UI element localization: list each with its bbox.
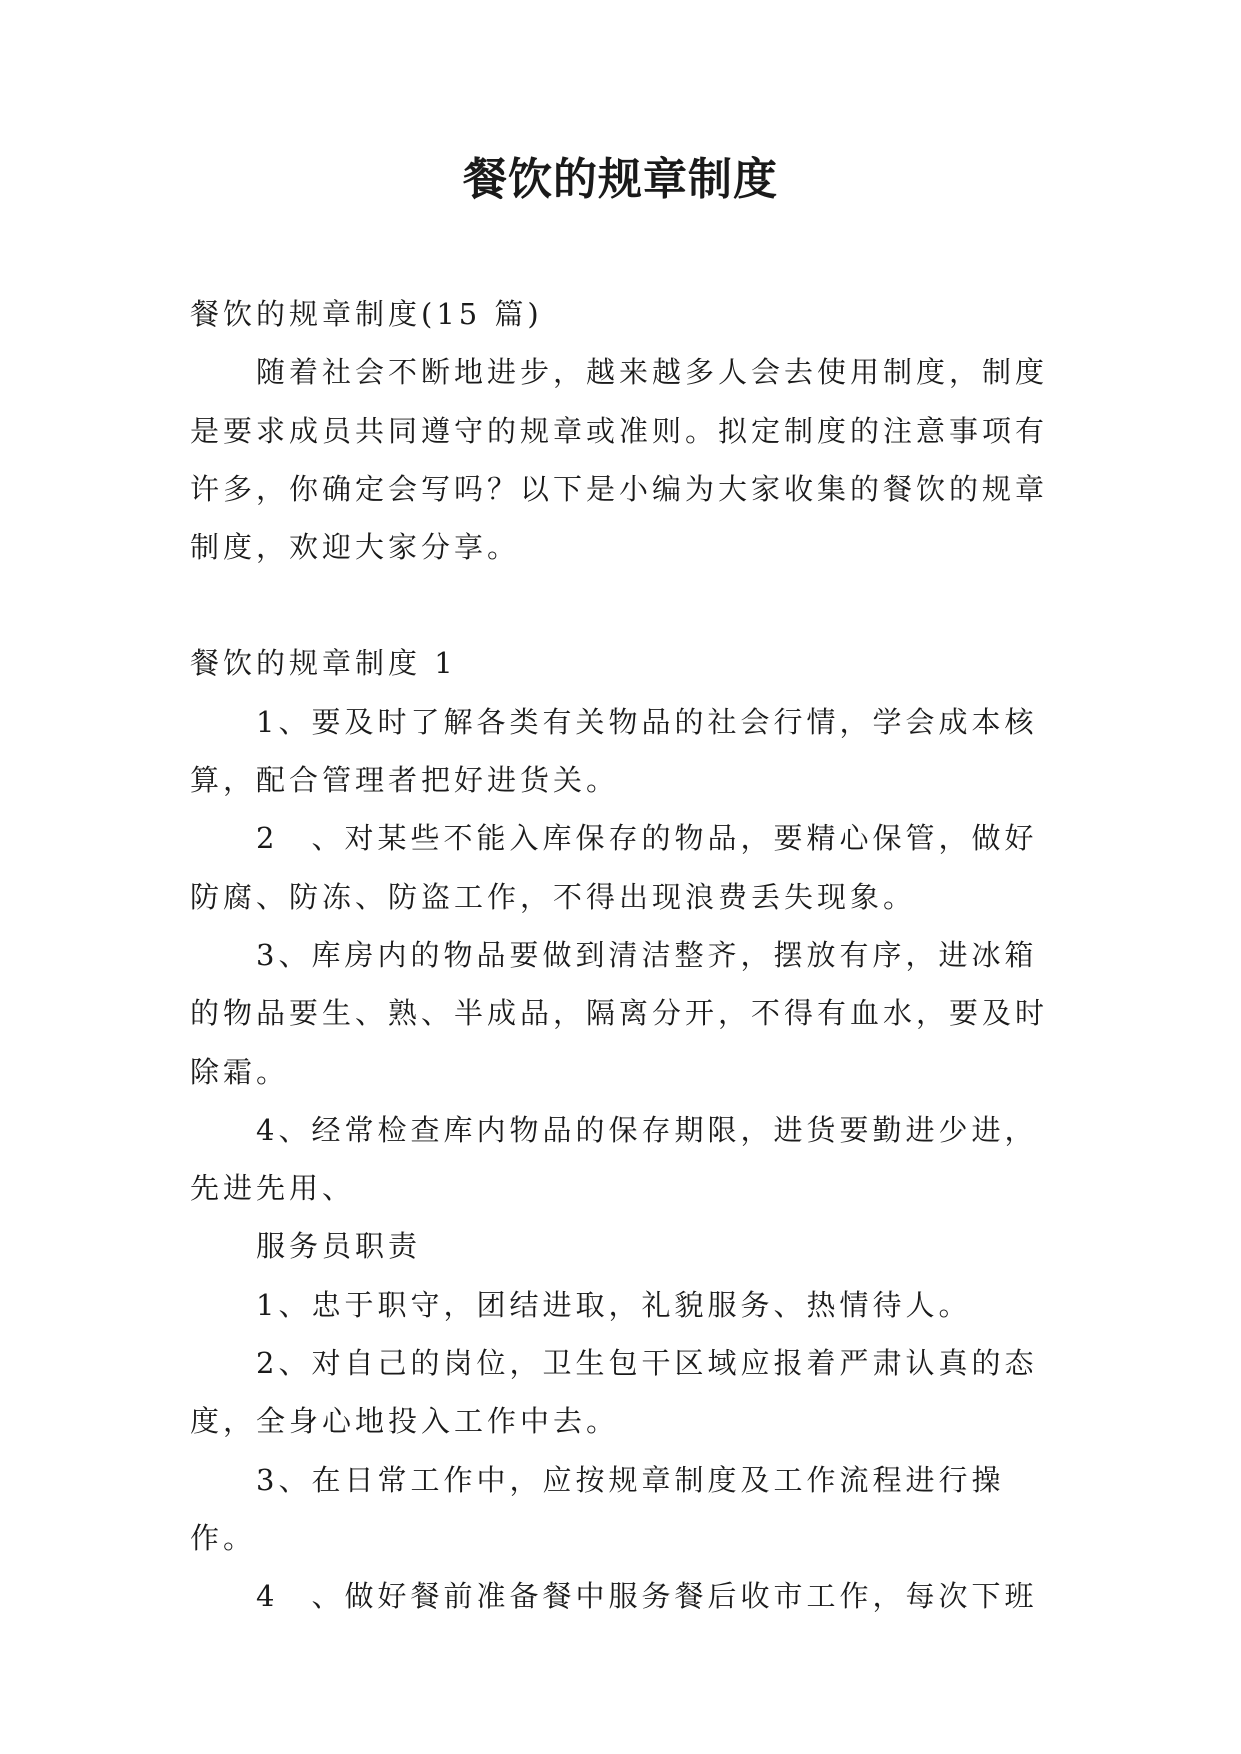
paragraph-item: 3、库房内的物品要做到清洁整齐，摆放有序，进冰箱的物品要生、熟、半成品，隔离分开，不得有血水，要及时除霜。 (190, 937, 1049, 1089)
paragraph-subtitle: 餐饮的规章制度(15 篇) (190, 297, 543, 331)
paragraph-spacer (190, 576, 1060, 634)
document-title: 餐饮的规章制度 (463, 154, 778, 205)
paragraph-item: 2 、对某些不能入库保存的物品，要精心保管，做好防腐、防冻、防盗工作，不得出现浪费丢失现象。 (190, 821, 1038, 914)
document-body (190, 285, 1060, 1626)
paragraph-item: 4、经常检查库内物品的保存期限，进货要勤进少进，先进先用、 (190, 1112, 1038, 1206)
paragraph-item: 3、在日常工作中，应按规章制度及工作流程进行操作。 (190, 1462, 1005, 1555)
paragraph-item: 2、对自己的岗位，卫生包干区域应报着严肃认真的态度，全身心地投入工作中去。 (190, 1346, 1038, 1439)
section-heading-1: 餐饮的规章制度 1 (190, 646, 457, 681)
section-heading-waiter-duties: 服务员职责 (256, 1229, 422, 1264)
paragraph-item: 4 、做好餐前准备餐中服务餐后收市工作，每次下班 (256, 1579, 1038, 1614)
paragraph-item: 1、要及时了解各类有关物品的社会行情，学会成本核算，配合管理者把好进货关。 (190, 704, 1038, 798)
paragraph-item: 1、忠于职守，团结进取，礼貌服务、热情待人。 (256, 1287, 972, 1322)
paragraph-intro: 随着社会不断地进步，越来越多人会去使用制度，制度是要求成员共同遵守的规章或准则。拟定制度的注意事项有许多，你确定会写吗？以下是小编为大家收集的餐饮的规章制度，欢迎大家分享。 (190, 355, 1049, 565)
